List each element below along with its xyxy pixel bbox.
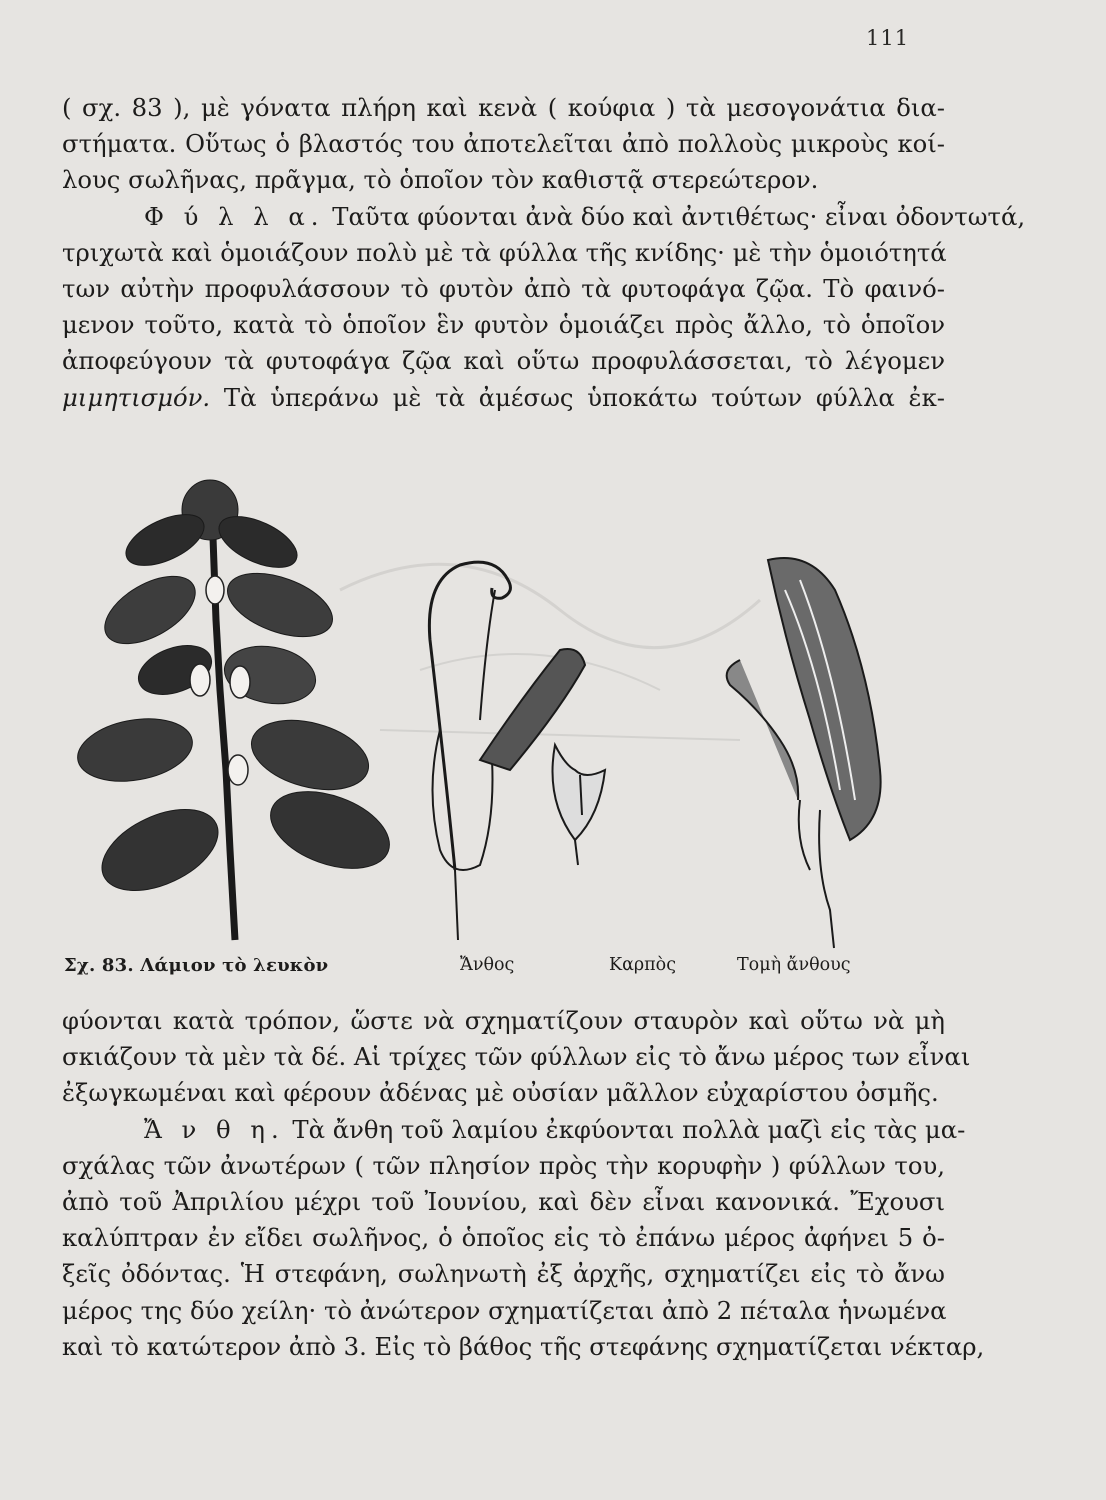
text-line: καλύπτραν ἐν εἴδει σωλῆνος, ὁ ὁποῖος εἰς τὸ ἐπάνω μέρος ἀφήνει 5 ὀ- [62,1223,945,1253]
figure-lamium-album [40,470,980,950]
mimicry-term: μιμητισμόν. [62,382,211,412]
caption-flower-section: Τομὴ ἄνθους [737,955,851,975]
text-line: σχάλας τῶν ἀνωτέρων ( τῶν πλησίον πρὸς τὴν κορυφὴν ) φύλλων του, [62,1150,945,1180]
flower-section-drawing [727,558,881,948]
flower-drawing [429,562,585,940]
text-line: φύονται κατὰ τρόπον, ὥστε νὰ σχηματίζουν σταυρὸν καὶ οὕτω νὰ μὴ [62,1006,945,1035]
text-line: μενον τοῦτο, κατὰ τὸ ὁποῖον ἓν φυτὸν ὁμοιάζει πρὸς ἄλλο, τὸ ὁποῖον [62,310,945,340]
page-number: 111 [866,26,910,50]
flowers-heading-line [62,1112,966,1148]
text-line: μέρος της δύο χείλη· τὸ ἀνώτερον σχηματίζεται ἀπὸ 2 πέταλα ἡνωμένα [62,1295,947,1325]
mimicry-line [62,380,945,416]
mimicry-rest: Τὰ ὑπεράνω μὲ τὰ ἀμέσως ὑποκάτω τούτων φύλλα ἐκ- [223,382,945,412]
text-line: ἀπὸ τοῦ Ἀπριλίου μέχρι τοῦ Ἰουνίου, καὶ δὲν εἶναι κανονικά. Ἔχουσι [62,1187,945,1217]
botanical-illustration [40,470,980,950]
figure-caption: Σχ. 83. Λάμιον τὸ λευκὸν [64,955,329,976]
paragraph-bottom [62,1003,985,1365]
fruit-drawing [553,745,606,865]
leaves-heading-line [62,199,1026,235]
plant-drawing [73,480,400,940]
leaves-first-line: Ταῦτα φύονται ἀνὰ δύο καὶ ἀντιθέτως· εἶναι ὀδοντωτά, [332,201,1026,231]
leaves-heading: Φ ύ λ λ α. [144,201,325,231]
text-line: στήματα. Οὕτως ὁ βλαστός του ἀποτελεῖται ἀπὸ πολλοὺς μικροὺς κοί- [62,129,945,159]
paragraph-top [62,90,1026,416]
text-line: ξεῖς ὀδόντας. Ἡ στεφάνη, σωληνωτὴ ἐξ ἀρχῆς, σχηματίζει εἰς τὸ ἄνω [62,1259,945,1289]
caption-flower: Ἄνθος [460,955,515,975]
text-line: ( σχ. 83 ), μὲ γόνατα πλήρη καὶ κενὰ ( κούφια ) τὰ μεσογονάτια δια- [62,93,945,122]
flowers-first-line: Τὰ ἄνθη τοῦ λαμίου ἐκφύονται πολλὰ μαζὶ εἰς τὰς μα- [292,1114,966,1144]
text-line: ἀποφεύγουν τὰ φυτοφάγα ζῷα καὶ οὕτω προφυλάσσεται, τὸ λέγομεν [62,346,945,376]
text-line: σκιάζουν τὰ μὲν τὰ δέ. Αἱ τρίχες τῶν φύλλων εἰς τὸ ἄνω μέρος των εἶναι [62,1042,971,1072]
text-line: τριχωτὰ καὶ ὁμοιάζουν πολὺ μὲ τὰ φύλλα τῆς κνίδης· μὲ τὴν ὁμοιότητά [62,237,947,267]
flowers-heading: Ἄ ν θ η. [144,1114,285,1144]
text-line: ἐξωγκωμέναι καὶ φέρουν ἀδένας μὲ οὐσίαν μᾶλλον εὐχαρίστου ὀσμῆς. [62,1078,939,1108]
text-line: καὶ τὸ κατώτερον ἀπὸ 3. Εἰς τὸ βάθος τῆς στεφάνης σχηματίζεται νέκταρ, [62,1331,985,1361]
caption-fruit: Καρπὸς [609,955,677,975]
text-line: λους σωλῆνας, πρᾶγμα, τὸ ὁποῖον τὸν καθιστᾷ στερεώτερον. [62,165,819,195]
text-line: των αὐτὴν προφυλάσσουν τὸ φυτὸν ἀπὸ τὰ φυτοφάγα ζῷα. Τὸ φαινό- [62,274,945,304]
